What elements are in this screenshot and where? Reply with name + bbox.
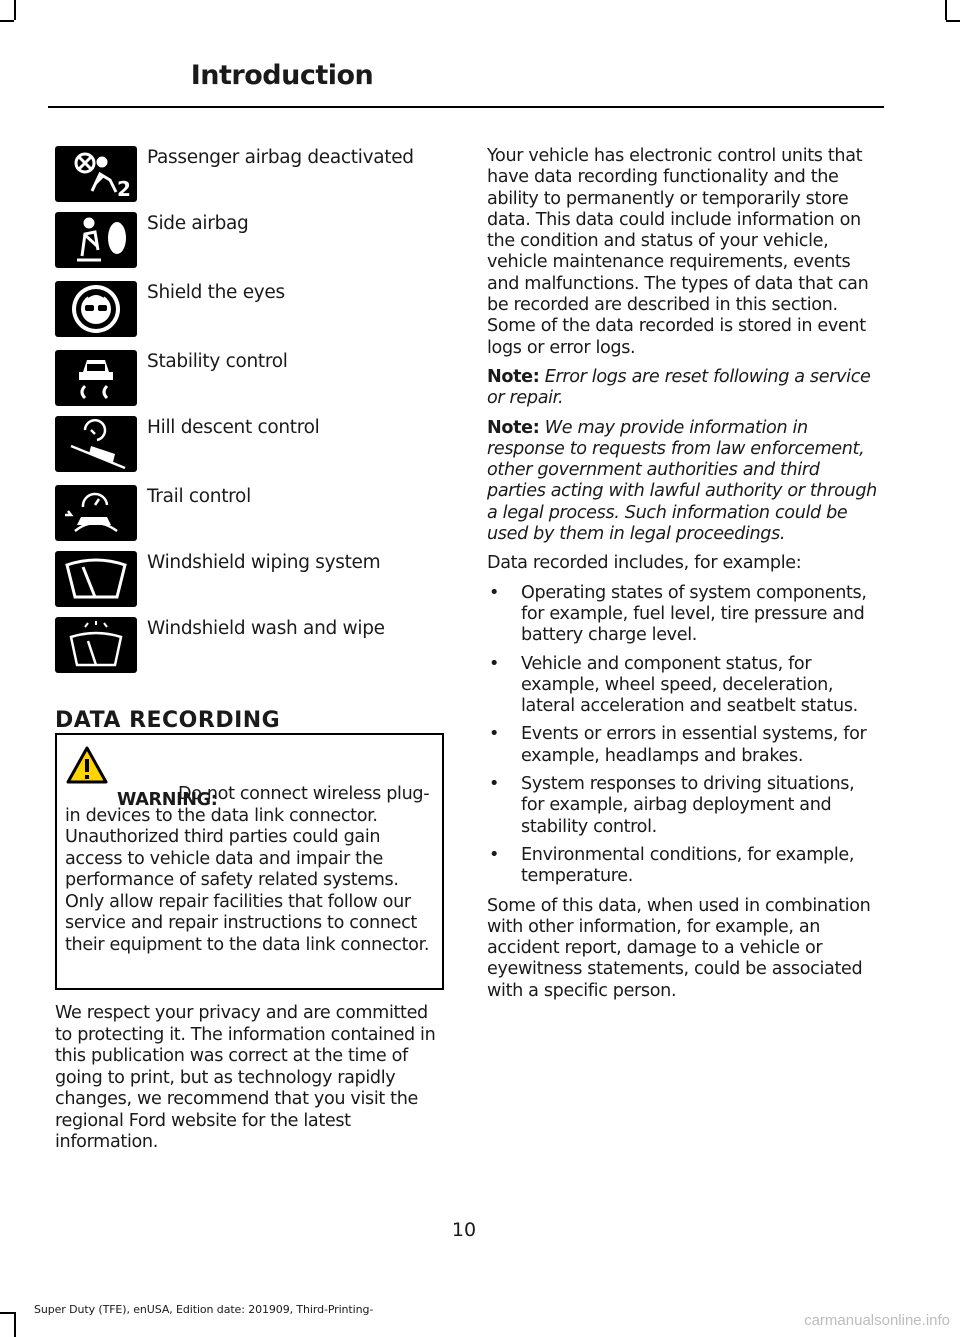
symbol-list <box>55 142 447 679</box>
note-text: We may provide information in response to requests from law enforcement, other government authorities and third parties acting with lawful authority or through a legal process. Such information could be used by them in legal proceedings. <box>487 417 877 545</box>
list-item: • Events or errors in essential systems, for example, headlamps and brakes. <box>489 724 867 766</box>
symbol-label: Stability control <box>147 351 288 372</box>
closing-paragraph: Some of this data, when used in combination with other information, for example, an accident report, damage to a vehicle or eyewitness statements, could be associated with a specific person. <box>487 895 871 1001</box>
note <box>487 367 882 410</box>
crop-mark <box>0 1312 14 1314</box>
warning-text: Do not connect wireless plug-in devices to the data link connector. Unauthorized third parties could gain access to vehicle data and impair the performance of safety related systems. Only allow repair facilities that follow our service and repair instructions to connect their equipment to the data link connector. <box>65 784 430 955</box>
symbol-row <box>55 142 447 208</box>
passenger-airbag-deactivated-icon <box>55 146 137 202</box>
section-heading: DATA RECORDING <box>55 708 281 733</box>
symbol-row <box>55 481 447 547</box>
symbol-row <box>55 208 447 277</box>
stability-control-icon <box>55 350 137 406</box>
crop-mark <box>14 1312 16 1337</box>
list-item: • Environmental conditions, for example, temperature. <box>489 844 855 887</box>
symbol-label: Hill descent control <box>147 417 320 438</box>
header-rule <box>48 106 884 108</box>
windshield-wash-wipe-icon <box>55 617 137 673</box>
windshield-wiping-icon <box>55 551 137 607</box>
data-recording-details <box>487 146 882 1010</box>
intro-paragraph: Your vehicle has electronic control units that have data recording functionality and the ability to permanently or temporarily store data. This data could include information on the condition and status of your vehicle, vehicle maintenance requirements, events and malfunctions. The types of data that can be recorded are described in this section. Some of the data recorded is stored in event logs or error logs. <box>487 146 869 358</box>
symbol-row <box>55 346 447 412</box>
note-text: Error logs are reset following a service or repair. <box>487 366 871 409</box>
warning-label: WARNING: <box>117 790 218 810</box>
crop-mark <box>0 20 14 22</box>
crop-mark <box>946 20 960 22</box>
symbol-row <box>55 412 447 481</box>
symbol-row <box>55 277 447 346</box>
privacy-paragraph: We respect your privacy and are committed to protecting it. The information contained in this publication was correct at the time of going to print, but as technology rapidly changes, we recommend that you visit the regional Ford website for the latest information. <box>55 1003 436 1152</box>
note-label: Note: <box>487 417 540 438</box>
note <box>487 418 882 546</box>
crop-mark <box>14 0 16 20</box>
symbol-row <box>55 613 447 679</box>
page-title: Introduction <box>190 60 374 91</box>
warning-triangle-icon <box>65 745 109 785</box>
symbol-label: Passenger airbag deactivated <box>147 147 414 168</box>
watermark: carmanualsonline.info <box>804 1312 950 1329</box>
list-intro: Data recorded includes, for example: <box>487 553 802 574</box>
side-airbag-icon <box>55 212 137 268</box>
shield-eyes-icon <box>55 281 137 337</box>
symbol-row <box>55 547 447 613</box>
note-label: Note: <box>487 366 540 387</box>
list-item: • Operating states of system components, for example, fuel level, tire pressure and battery charge level. <box>489 582 867 646</box>
symbol-label: Shield the eyes <box>147 282 285 303</box>
list-item: • System responses to driving situations, for example, airbag deployment and stability control. <box>489 774 855 837</box>
list-item: • Vehicle and component status, for example, wheel speed, deceleration, lateral acceleration and seatbelt status. <box>489 653 858 717</box>
page-number: 10 <box>451 1219 477 1241</box>
data-list <box>487 583 882 888</box>
symbol-label: Windshield wiping system <box>147 552 381 573</box>
trail-control-icon <box>55 485 137 541</box>
warning-box <box>55 733 444 990</box>
crop-mark <box>945 0 947 20</box>
symbol-label: Trail control <box>147 486 251 507</box>
symbol-label: Windshield wash and wipe <box>147 618 385 639</box>
edition-footer: Super Duty (TFE), enUSA, Edition date: 201909, Third-Printing- <box>34 1303 374 1316</box>
svg-text:2: 2 <box>117 177 131 201</box>
symbol-label: Side airbag <box>147 213 249 234</box>
hill-descent-control-icon <box>55 416 137 472</box>
